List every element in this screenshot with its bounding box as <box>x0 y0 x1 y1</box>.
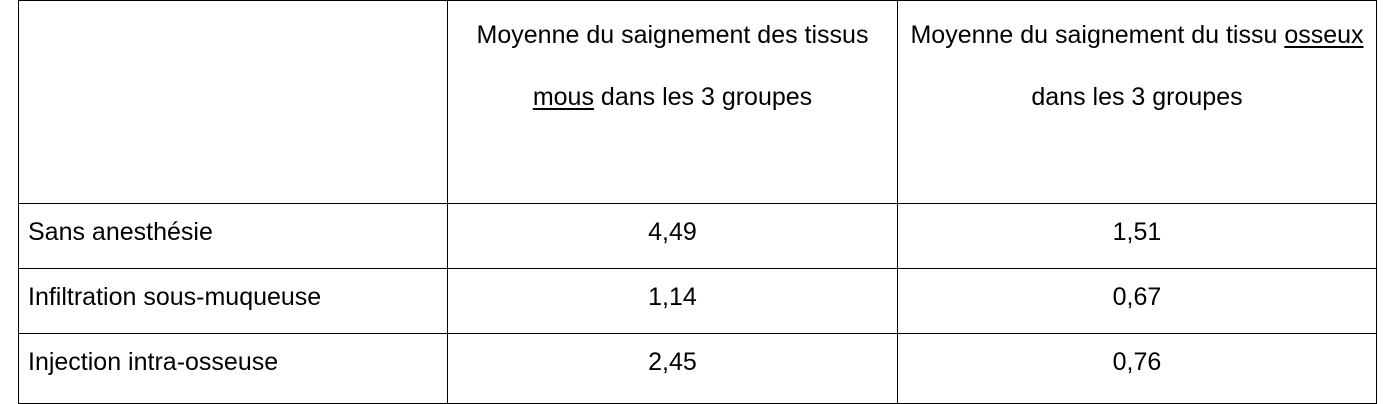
row-label: Infiltration sous-muqueuse <box>19 269 448 334</box>
soft-tissue-value: 2,45 <box>448 334 898 404</box>
row-label: Sans anesthésie <box>19 204 448 269</box>
bleeding-table <box>18 0 1377 404</box>
header-bone-tissue-emphasis: osseux <box>1284 21 1364 49</box>
header-bone-tissue-text-1: Moyenne du saignement du tissu <box>910 21 1285 49</box>
table-row <box>19 334 1377 404</box>
table-row <box>19 269 1377 334</box>
header-soft-tissue-text-2: dans les 3 groupes <box>593 83 813 111</box>
soft-tissue-value: 1,14 <box>448 269 898 334</box>
header-soft-tissue <box>448 1 898 204</box>
soft-tissue-value: 4,49 <box>448 204 898 269</box>
table-header-row <box>19 1 1377 204</box>
row-label: Injection intra-osseuse <box>19 334 448 404</box>
header-soft-tissue-text-1: Moyenne du saignement des tissus <box>476 21 869 49</box>
bone-tissue-value: 1,51 <box>898 204 1377 269</box>
header-bone-tissue <box>898 1 1377 204</box>
header-bone-tissue-text-2: dans les 3 groupes <box>1031 83 1243 111</box>
bone-tissue-value: 0,67 <box>898 269 1377 334</box>
header-empty-cell <box>19 1 448 204</box>
table-row <box>19 204 1377 269</box>
header-soft-tissue-emphasis: mous <box>532 83 594 111</box>
bone-tissue-value: 0,76 <box>898 334 1377 404</box>
